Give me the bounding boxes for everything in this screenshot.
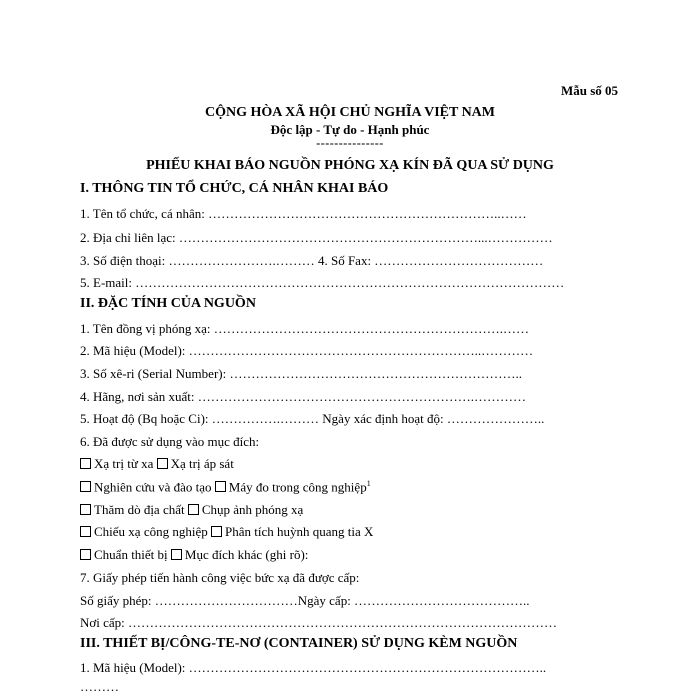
document-title: PHIẾU KHAI BÁO NGUỒN PHÓNG XẠ KÍN ĐÃ QUA SỬ DỤNG <box>146 158 554 173</box>
checkbox[interactable] <box>80 458 91 469</box>
purpose-row <box>80 479 371 495</box>
serial-line: 3. Số xê-ri (Serial Number): ………………………………………………………….. <box>80 366 522 381</box>
email-line: 5. E-mail: ……………………………………………………………………………………… <box>80 275 565 290</box>
national-motto: Độc lập - Tự do - Hạnh phúc <box>270 122 430 137</box>
purpose-option: Phân tích huỳnh quang tia X <box>224 524 374 539</box>
phone-fax-line: 3. Số điện thoại: …………………….……… 4. Số Fax: ………………………………… <box>80 253 544 268</box>
manufacturer-line: 4. Hãng, nơi sản xuất: ……………………………………………………….………… <box>80 389 526 404</box>
section-1-heading: I. THÔNG TIN TỔ CHỨC, CÁ NHÂN KHAI BÁO <box>80 181 389 196</box>
purpose-option: Nghiên cứu và đào tạo <box>94 479 212 495</box>
purpose-row <box>80 456 234 472</box>
checkbox[interactable] <box>215 481 226 492</box>
purpose-row <box>80 524 373 540</box>
purpose-option: Xạ trị áp sát <box>170 456 234 471</box>
checkbox[interactable] <box>80 481 91 492</box>
header-separator: --------------- <box>316 136 384 150</box>
checkbox[interactable] <box>171 549 182 560</box>
national-header: CỘNG HÒA XÃ HỘI CHỦ NGHĨA VIỆT NAM <box>204 105 495 120</box>
purpose-option: Thăm dò địa chất <box>94 502 185 517</box>
purpose-option: Xạ trị từ xa <box>94 456 154 471</box>
purpose-row <box>80 502 303 518</box>
checkbox[interactable] <box>80 504 91 515</box>
license-label: 7. Giấy phép tiến hành công việc bức xạ đã được cấp: <box>80 570 360 585</box>
form-number: Mẫu số 05 <box>560 83 618 98</box>
model-line: 2. Mã hiệu (Model): …………………………………………………………..………… <box>80 343 534 358</box>
activity-line: 5. Hoạt độ (Bq hoặc Ci): …………….……… Ngày xác định hoạt độ: ………………….. <box>80 411 545 426</box>
org-name-line: 1. Tên tổ chức, cá nhân: …………………………………………………………..…… <box>80 206 527 221</box>
address-line: 2. Địa chỉ liên lạc: ……………………………………………………………...…………… <box>80 230 553 245</box>
license-issuer-line: Nơi cấp: ……………………………………………………………………………………… <box>80 615 558 630</box>
footnote-mark: 1 <box>366 479 371 488</box>
section-2-heading: II. ĐẶC TÍNH CỦA NGUỒN <box>80 296 256 311</box>
purpose-option: Chuẩn thiết bị <box>94 547 168 562</box>
section-3-heading: III. THIẾT BỊ/CÔNG-TE-NƠ (CONTAINER) SỬ DỤNG KÈM NGUỒN <box>80 636 518 651</box>
purpose-option: Chiếu xạ công nghiệp <box>94 524 208 539</box>
checkbox[interactable] <box>157 458 168 469</box>
checkbox[interactable] <box>80 549 91 560</box>
isotope-line: 1. Tên đồng vị phóng xạ: ………………………………………………………….…… <box>80 321 529 336</box>
checkbox[interactable] <box>211 526 222 537</box>
license-number-line: Số giấy phép: ……………………………Ngày cấp: ………………………………….. <box>80 593 530 608</box>
purpose-row <box>80 547 308 563</box>
purpose-option: Máy đo trong công nghiệp <box>228 479 367 495</box>
checkbox[interactable] <box>80 526 91 537</box>
checkbox[interactable] <box>188 504 199 515</box>
purpose-option: Mục đích khác (ghi rõ): <box>184 547 309 562</box>
purpose-option: Chụp ảnh phóng xạ <box>201 502 304 517</box>
container-model-line: 1. Mã hiệu (Model): ……………………………………………………………………….. <box>80 660 547 675</box>
purpose-label: 6. Đã được sử dụng vào mục đích: <box>80 434 260 449</box>
container-model-continuation: ……… <box>80 679 119 694</box>
